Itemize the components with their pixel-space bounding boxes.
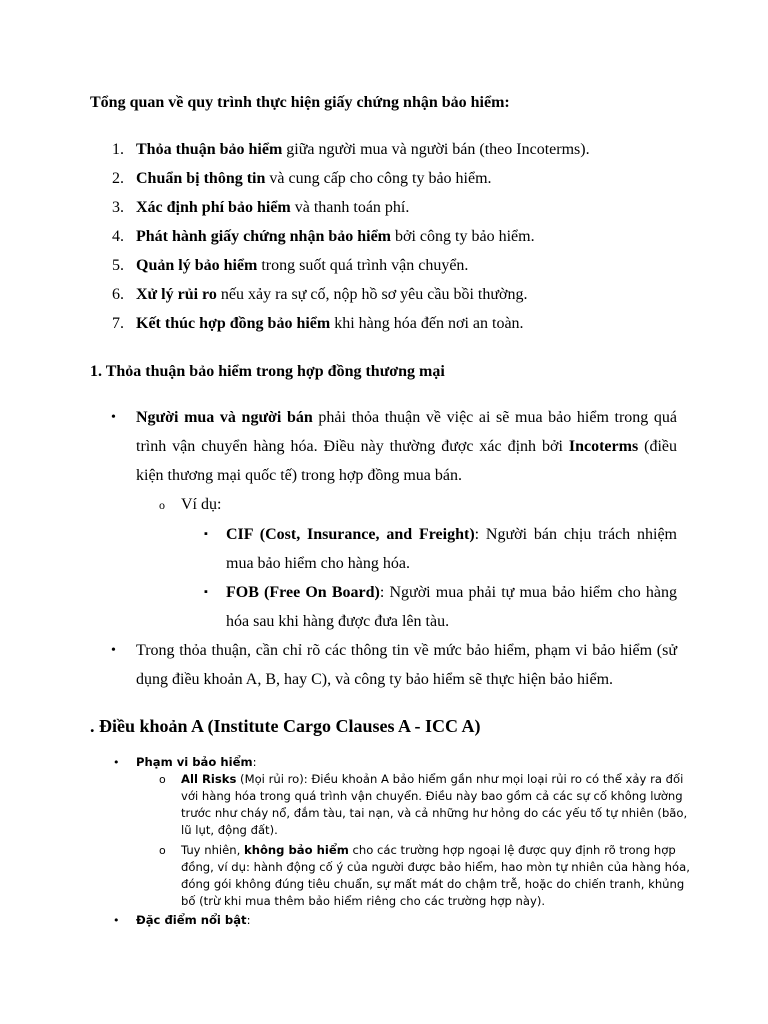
paragraph-line: dụng điều khoản A, B, hay C), và công ty bảo hiểm sẽ thực hiện bảo hiểm. (136, 671, 614, 688)
step-rest: và cung cấp cho công ty bảo hiểm. (265, 170, 492, 187)
paragraph-line: kiện thương mại quốc tế) trong hợp đồng mua bán. (136, 467, 462, 484)
section-1-bullet-1 (136, 403, 677, 490)
step-number: 6. (112, 286, 124, 303)
bold-text: Người mua và người bán (136, 409, 313, 426)
step-bold: Thỏa thuận bảo hiểm (136, 141, 283, 158)
step-text (136, 169, 492, 189)
features-label (136, 912, 251, 929)
cif-item (226, 520, 677, 578)
list-item (0, 314, 768, 343)
step-rest: khi hàng hóa đến nơi an toàn. (330, 315, 524, 332)
text: cho các trường hợp ngoại lệ được quy định rõ trong hợp (348, 843, 676, 857)
step-text (136, 285, 528, 305)
step-number: 5. (112, 257, 124, 274)
text: Tuy nhiên, (181, 843, 244, 857)
text: : Người bán chịu trách nhiệm (474, 526, 677, 543)
step-bold: Phát hành giấy chứng nhận bảo hiểm (136, 228, 392, 245)
steps-list (0, 140, 768, 343)
paragraph-line: đóng gói không đúng tiêu chuẩn, sự mất mát do chậm trễ, hoặc do chiến tranh, khủng (181, 877, 685, 891)
paragraph-line: bố (trừ khi mua thêm bảo hiểm riêng cho các trường hợp này). (181, 894, 546, 908)
bold-text: không bảo hiểm (243, 843, 349, 857)
paragraph-line: mua bảo hiểm cho hàng hóa. (226, 555, 410, 572)
scope-label (136, 754, 256, 771)
list-item (0, 285, 768, 314)
section-2-heading: . Điều khoản A (Institute Cargo Clauses A - ICC A) (90, 716, 481, 736)
list-item (0, 198, 768, 227)
bold-text: Đặc điểm nổi bật (136, 913, 247, 927)
exclusions-item (181, 842, 690, 910)
paragraph-line (136, 403, 677, 432)
step-text (136, 227, 535, 247)
bold-text: All Risks (181, 772, 237, 786)
step-rest: giữa người mua và người bán (theo Incoterms). (282, 141, 590, 158)
step-number: 1. (112, 141, 124, 158)
text: : (246, 913, 251, 927)
step-text (136, 198, 409, 218)
bullet-icon: • (111, 410, 116, 425)
step-rest: trong suốt quá trình vận chuyển. (257, 257, 469, 274)
step-bold: Chuẩn bị thông tin (136, 170, 266, 187)
bullet-icon: • (113, 756, 120, 769)
paragraph-line (181, 771, 687, 788)
step-bold: Xác định phí bảo hiểm (136, 199, 291, 216)
bullet-icon: • (113, 914, 120, 927)
section-1-heading: 1. Thỏa thuận bảo hiểm trong hợp đồng thương mại (90, 363, 445, 380)
paragraph-line (181, 842, 690, 859)
step-bold: Xử lý rủi ro (136, 286, 217, 303)
bold-text: Phạm vi bảo hiểm (136, 755, 253, 769)
step-text (136, 140, 590, 160)
paragraph-line: Trong thỏa thuận, cần chỉ rõ các thông tin về mức bảo hiểm, phạm vi bảo hiểm (sử (136, 642, 677, 659)
bold-text: CIF (Cost, Insurance, and Freight) (226, 526, 475, 543)
example-label: Ví dụ: (181, 496, 222, 513)
square-bullet-icon: ▪ (204, 586, 208, 598)
sub-bullet-icon: o (159, 498, 165, 512)
paragraph-line: với hàng hóa trong quá trình vận chuyển. Điều này bao gồm cả các sự cố không lường (181, 789, 683, 803)
step-rest: và thanh toán phí. (290, 199, 410, 216)
step-text (136, 314, 524, 334)
list-item (0, 256, 768, 285)
list-item (0, 227, 768, 256)
paragraph-line (226, 578, 677, 607)
sub-bullet-icon: o (159, 844, 166, 857)
section-1-bullet-2 (136, 636, 677, 694)
square-bullet-icon: ▪ (204, 528, 208, 540)
step-number: 4. (112, 228, 124, 245)
paragraph-line: trước như cháy nổ, đắm tàu, tai nạn, và cả những hư hỏng do các yếu tố tự nhiên (bão, (181, 806, 688, 820)
bullet-icon: • (111, 643, 116, 658)
list-item (0, 169, 768, 198)
step-bold: Kết thúc hợp đồng bảo hiểm (136, 315, 331, 332)
paragraph-line (226, 520, 677, 549)
step-number: 2. (112, 170, 124, 187)
paragraph-line (136, 432, 677, 461)
step-number: 3. (112, 199, 124, 216)
text: : Người mua phải tự mua bảo hiểm cho hàng (379, 584, 677, 601)
step-rest: nếu xảy ra sự cố, nộp hồ sơ yêu cầu bồi thường. (216, 286, 528, 303)
text: (Mọi rủi ro): Điều khoản A bảo hiểm gần như mọi loại rủi ro có thể xảy ra đối (236, 772, 684, 786)
paragraph-line: lũ lụt, động đất). (181, 823, 278, 837)
step-number: 7. (112, 315, 124, 332)
fob-item (226, 578, 677, 636)
step-text (136, 256, 468, 276)
text: : (252, 755, 257, 769)
bold-text: FOB (Free On Board) (226, 584, 380, 601)
intro-title: Tổng quan về quy trình thực hiện giấy chứng nhận bảo hiểm: (90, 94, 510, 111)
step-bold: Quản lý bảo hiểm (136, 257, 258, 274)
text: (điều (638, 438, 678, 455)
text: phải thỏa thuận về việc ai sẽ mua bảo hiểm trong quá (312, 409, 678, 426)
paragraph-line: đồng, ví dụ: hành động cố ý của người được bảo hiểm, hao mòn tự nhiên của hàng hóa, (181, 860, 690, 874)
all-risks-item (181, 771, 687, 839)
paragraph-line: hóa sau khi hàng được đưa lên tàu. (226, 613, 450, 630)
text: trình vận chuyển hàng hóa. Điều này thường được xác định bởi (136, 438, 569, 455)
bold-text: Incoterms (568, 438, 639, 455)
step-rest: bởi công ty bảo hiểm. (391, 228, 535, 245)
list-item (0, 140, 768, 169)
sub-bullet-icon: o (159, 773, 166, 786)
